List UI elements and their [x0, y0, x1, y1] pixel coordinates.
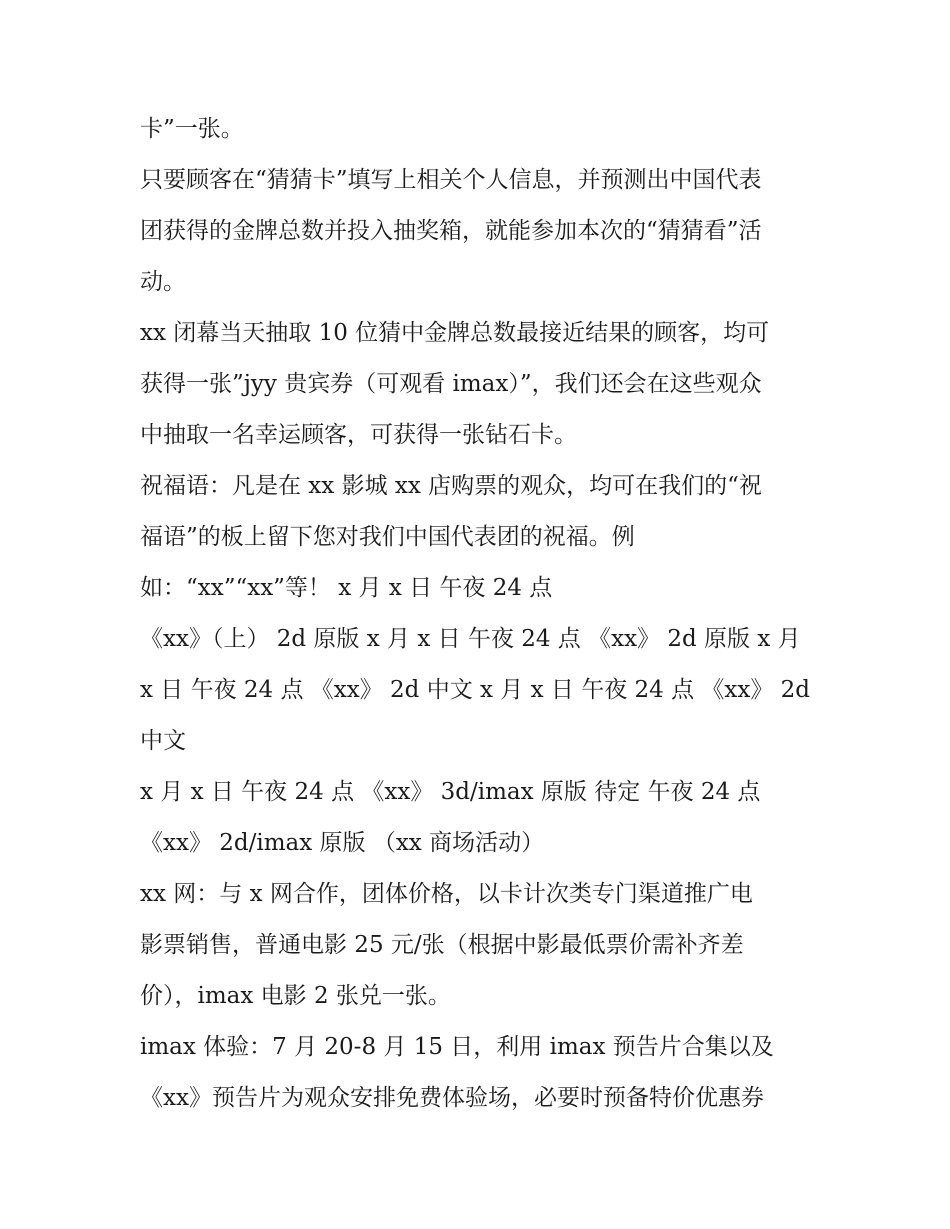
text-line: 福语”的板上留下您对我们中国代表团的祝福。例	[140, 524, 635, 550]
text-line: 团获得的金牌总数并投入抽奖箱，就能参加本次的“猜猜看”活	[140, 218, 762, 244]
document-body	[140, 104, 830, 1124]
text-line: 《xx》（上） 2d 原版 x 月 x 日 午夜 24 点 《xx》 2d 原版 x 月	[140, 626, 801, 652]
text-line: imax 体验：7 月 20-8 月 15 日，利用 imax 预告片合集以及	[140, 1034, 774, 1060]
text-line: 获得一张”jyy 贵宾券（可观看 imax）”，我们还会在这些观众	[140, 371, 762, 397]
text-line: 中文	[140, 728, 186, 754]
text-line: 如：“xx”“xx”等！ x 月 x 日 午夜 24 点	[140, 575, 553, 601]
text-line: 《xx》预告片为观众安排免费体验场，必要时预备特价优惠券	[140, 1085, 764, 1111]
text-line: 祝福语：凡是在 xx 影城 xx 店购票的观众，均可在我们的“祝	[140, 473, 762, 499]
text-line: 影票销售，普通电影 25 元/张（根据中影最低票价需补齐差	[140, 932, 744, 958]
text-line: x 日 午夜 24 点 《xx》 2d 中文 x 月 x 日 午夜 24 点 《xx》 2d	[140, 677, 811, 703]
text-line: x 月 x 日 午夜 24 点 《xx》 3d/imax 原版 待定 午夜 24 点	[140, 779, 761, 805]
text-line: xx 闭幕当天抽取 10 位猜中金牌总数最接近结果的顾客，均可	[140, 320, 770, 346]
text-line: 卡”一张。	[140, 116, 244, 142]
text-line: 动。	[140, 269, 186, 295]
text-line: 中抽取一名幸运顾客，可获得一张钻石卡。	[140, 422, 577, 448]
text-line: 价），imax 电影 2 张兑一张。	[140, 983, 451, 1009]
text-line: xx 网：与 x 网合作，团体价格，以卡计次类专门渠道推广电	[140, 881, 753, 907]
text-line: 《xx》 2d/imax 原版 （xx 商场活动）	[140, 830, 545, 856]
text-line: 只要顾客在“猜猜卡”填写上相关个人信息，并预测出中国代表	[140, 167, 762, 193]
